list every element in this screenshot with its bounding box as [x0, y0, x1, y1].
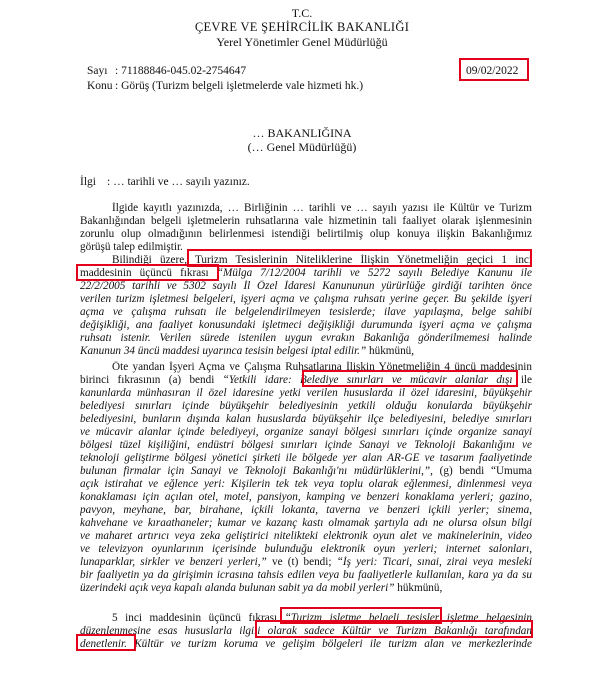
paragraph-line: görüşü talep edilmiştir. — [80, 241, 183, 253]
text-run: birinci fıkrasının (a) bendi — [80, 374, 223, 386]
highlighted-text: Turizm Tesislerinin Niteliklerine İlişkin Yönetmeliğin geçici 1 inci — [194, 254, 532, 266]
text-run: ile — [512, 374, 532, 386]
quoted-line: belediyesini, bunların dışında kalan hususlarda büyükşehir ilçe belediyesini, belediye sınırları — [80, 413, 532, 425]
paragraph-line: Öte yandan İşyeri Açma ve Çalışma Ruhsatlarına İlişkin Yönetmeliğin 4 üncü maddesinin — [112, 361, 532, 373]
quoted-line: değişikliği, ana faaliyet konusundaki işletmeci değişikliği durumunda işyeri açma ve çalışma — [80, 319, 532, 331]
quoted-text: “Yetkili idare: — [222, 374, 300, 386]
text-run: hükmünü, — [366, 345, 415, 357]
highlighted-text: maddesinin üçüncü fıkrası — [80, 267, 209, 279]
paragraph-line: İlgide kayıtlı yazınızda, … Birliğinin … tarihli ve … sayılı yazısı ile Kültür ve Turizm — [112, 202, 532, 214]
text-run: hükmünü, — [394, 582, 443, 594]
quoted-line: kanunlarda münhasıran il özel idaresine yetki verilen hususlarda il özel idaresini, büyükşehir — [80, 387, 532, 399]
header-country: T.C. — [291, 6, 313, 20]
quoted-text: düzenlenmesine esas hususlarla ilgili olarak — [80, 625, 305, 637]
number-label: Sayı — [87, 65, 108, 77]
text-run: ve (t) bendi; — [266, 556, 337, 568]
quoted-line: verilen turizm işletmesi belgeleri, işyeri açma ve çalışma ruhsatı yerine geçer. Bu şekilde işyeri — [80, 293, 532, 305]
subject-label: Konu — [87, 80, 113, 92]
paragraph-line: zorunlu olup olmadığının belirlenmesi istendiği belirtilmiş olup konuya ilişkin Bakanlığımız — [80, 228, 532, 240]
quoted-line: ve mücavir alanlar içinde belediyeyi, organize sanayi bölgesi sınırları içinde organize sanayi — [80, 426, 532, 438]
addressee-subtitle: (… Genel Müdürlüğü) — [247, 140, 357, 154]
text-run: , (g) bendi “Umuma — [430, 465, 532, 477]
text-run: 5 inci maddesinin üçüncü fıkrası — [112, 612, 285, 624]
header-ministry: ÇEVRE VE ŞEHİRCİLİK BAKANLIĞI — [194, 20, 410, 34]
quoted-text: bulunan firmalar için Sanayi ve Teknoloji Bakanlığı'nı müdürlüklerini,” — [80, 465, 431, 477]
reference-value: : … tarihli ve … sayılı yazınız. — [107, 176, 250, 188]
quoted-line: açma ve çalışma ruhsatı ile belgelendirilmeyen tesislerde; ilave yapılaşma, belge sahibi — [80, 306, 532, 318]
quoted-text: Kanunun 34 üncü maddesi uyarınca tesisin belgesi iptal edilir.” — [80, 345, 367, 357]
number-value: : 71188846-045.02-2754647 — [115, 65, 247, 77]
quoted-line: bir faaliyetin ya da girişimin icrasına tahsis edilen veya bu faaliyetlerle kullanılan, kara ya da su — [80, 569, 532, 581]
quoted-line: 22/2/2005 tarihli ve 5302 sayılı İl Özel İdaresi Kanununun yürürlüğe girdiği tarihten önce — [80, 280, 532, 292]
quoted-line: pavyon, meyhane, bar, birahane, içkili lokanta, taverna ve benzeri içkili yerler; sinema, — [80, 504, 532, 516]
quoted-line: kahvehane ve kıraathaneler; kumar ve kazanç kastı olmamak şartıyla adı ne olursa olsun bilgi — [80, 517, 532, 529]
quoted-text: lunaparklar, sirkler ve benzeri yerleri,” — [80, 556, 267, 568]
document-date: 09/02/2022 — [466, 65, 519, 77]
highlighted-text: sadece Kültür ve Turizm Bakanlığı tarafından — [304, 625, 532, 637]
quoted-line: ruhsatı istenir. Verilen sürede istenilen uygun evrakın Bakanlığa gönderilmemesi halinde — [80, 332, 532, 344]
subject-value: : Görüş (Turizm belgeli işletmelerde vale hizmeti hk.) — [115, 80, 364, 92]
quoted-line: ve televizyon oyunlarının içerisinde bulunduğu elektronik oyun yerleri; internet salonları, — [80, 543, 532, 555]
quoted-text: işletme belgesinin — [439, 612, 532, 624]
quoted-text: “Mülga 7/12/2004 tarihli ve 5272 sayılı Belediye Kanunu ile — [208, 267, 532, 279]
quoted-text: “İş yeri: Ticari, sınai, zirai veya mesleki — [336, 556, 532, 568]
text-run: Bilindiği üzere, — [112, 254, 195, 266]
quoted-line: teknoloji geliştirme bölgesi yönetici şirketi ile bölgede yer alan AR-GE ve tasarım faaliyetinde — [80, 452, 532, 464]
highlighted-text: Belediye sınırları ve mücavir alanlar dışı — [300, 374, 513, 386]
reference-label: İlgi — [80, 176, 96, 188]
header-directorate: Yerel Yönetimler Genel Müdürlüğü — [216, 35, 388, 49]
quoted-text: Kültür ve turizm koruma ve gelişim bölgeleri ile turizm alan ve merkezlerinde — [126, 638, 532, 650]
quoted-line: belediyesi sınırları içinde büyükşehir belediyesinin yetkili olduğu konularda büyükşehir — [80, 400, 532, 412]
paragraph-line: Bakanlığından belgeli işletmelerin ruhsatlarına vale hizmetinin tali faaliyet olarak işlenmesinin — [80, 215, 532, 227]
highlighted-text: “Turizm işletme belgeli tesisler — [284, 612, 440, 624]
quoted-text: üzerindeki açık veya kapalı alanda bulunan sabit ya da mobil yerleri” — [80, 582, 395, 594]
quoted-line: bölgesi tüzel kişiliğini, endüstri bölgesi sınırları içinde Sanayi ve Teknoloji Bakanlığını ve — [80, 439, 532, 451]
quoted-line: konaklaması için açılan otel, motel, pansiyon, kamping ve benzeri konaklama yerleri; gazino, — [80, 491, 532, 503]
quoted-line: ve maharet artırıcı veya zeka geliştirici nitelikteki elektronik oyun alet ve makinelerinin, video — [80, 530, 532, 542]
quoted-line: açık istirahat ve eğlence yeri: Kişilerin tek tek veya toplu olarak eğlenmesi, dinlenmesi veya — [80, 478, 532, 490]
highlighted-text: denetlenir. — [80, 638, 127, 650]
addressee-title: … BAKANLIĞINA — [252, 126, 352, 140]
